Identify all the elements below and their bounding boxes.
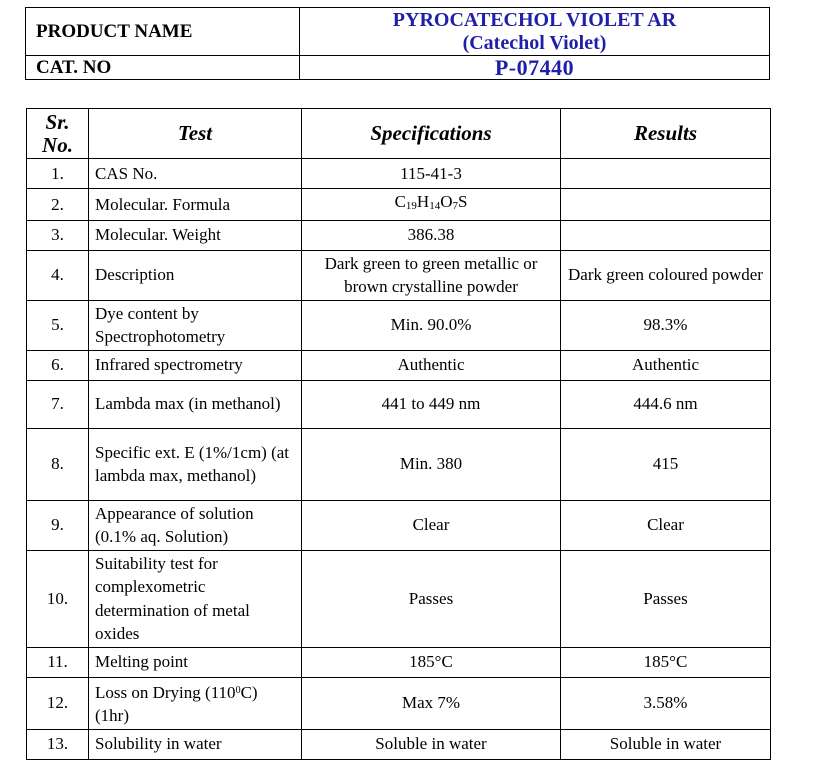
row-result: 185°C: [561, 647, 771, 677]
product-name-label: PRODUCT NAME: [26, 8, 300, 56]
cat-no-value: P-07440: [300, 56, 770, 80]
row-test: Dye content by Spectrophotometry: [89, 300, 302, 350]
row-result: [561, 159, 771, 189]
formula-subscript: 14: [429, 200, 441, 212]
row-test: Solubility in water: [89, 729, 302, 759]
formula-element: H: [416, 192, 430, 211]
row-test: Molecular. Weight: [89, 220, 302, 250]
table-row: [27, 380, 771, 428]
row-result: 415: [561, 428, 771, 500]
row-specification: 185°C: [302, 647, 561, 677]
row-result: Authentic: [561, 350, 771, 380]
product-name-value: [300, 8, 770, 56]
row-result: Soluble in water: [561, 729, 771, 759]
product-name-line2: (Catechol Violet): [462, 31, 607, 54]
header-test: Test: [89, 109, 302, 159]
table-row: [27, 428, 771, 500]
table-row: [27, 300, 771, 350]
row-test: Infrared spectrometry: [89, 350, 302, 380]
row-test: Appearance of solution (0.1% aq. Solution): [89, 500, 302, 550]
row-number: 13.: [27, 729, 89, 759]
row-result: Passes: [561, 550, 771, 647]
row-specification: Passes: [302, 550, 561, 647]
row-number: 1.: [27, 159, 89, 189]
header-specifications: Specifications: [302, 109, 561, 159]
row-number: 9.: [27, 500, 89, 550]
row-specification: Max 7%: [302, 677, 561, 729]
formula-element: C: [394, 192, 406, 211]
row-number: 10.: [27, 550, 89, 647]
row-specification: 441 to 449 nm: [302, 380, 561, 428]
row-result: 3.58%: [561, 677, 771, 729]
row-test: Lambda max (in methanol): [89, 380, 302, 428]
test-superscript: 0: [235, 684, 241, 696]
row-specification: Min. 380: [302, 428, 561, 500]
row-number: 5.: [27, 300, 89, 350]
table-row: [27, 159, 771, 189]
row-test: Specific ext. E (1%/1cm) (at lambda max, methanol): [89, 428, 302, 500]
row-test: Molecular. Formula: [89, 189, 302, 221]
header-sr-line2: No.: [42, 132, 73, 157]
row-number: 4.: [27, 250, 89, 300]
test-text: C) (1hr): [95, 682, 258, 725]
test-text: Loss on Drying (110: [95, 682, 236, 702]
row-number: 2.: [27, 189, 89, 221]
row-number: 11.: [27, 647, 89, 677]
row-number: 8.: [27, 428, 89, 500]
table-row: [27, 550, 771, 647]
row-specification: 386.38: [302, 220, 561, 250]
row-test: CAS No.: [89, 159, 302, 189]
table-row: [27, 647, 771, 677]
row-result: [561, 189, 771, 221]
formula-element: S: [457, 192, 468, 211]
table-row: [27, 729, 771, 759]
formula-element: O: [440, 192, 453, 211]
row-result: Clear: [561, 500, 771, 550]
row-result: 444.6 nm: [561, 380, 771, 428]
row-specification: [302, 189, 561, 221]
row-number: 12.: [27, 677, 89, 729]
row-result: [561, 220, 771, 250]
product-name-row: [26, 8, 770, 56]
table-row: [27, 250, 771, 300]
row-test: Description: [89, 250, 302, 300]
table-row: [27, 350, 771, 380]
row-specification: Soluble in water: [302, 729, 561, 759]
row-test: Suitability test for complexometric determination of metal oxides: [89, 550, 302, 647]
table-row: [27, 189, 771, 221]
row-number: 6.: [27, 350, 89, 380]
cat-no-label: CAT. NO: [26, 56, 300, 80]
table-row: [27, 220, 771, 250]
row-test: [89, 677, 302, 729]
row-number: 3.: [27, 220, 89, 250]
header-sr-no: [27, 109, 89, 159]
table-row: [27, 677, 771, 729]
product-name-line1: PYROCATECHOL VIOLET AR: [392, 8, 677, 31]
row-specification: Authentic: [302, 350, 561, 380]
formula-subscript: 19: [405, 200, 417, 212]
header-results: Results: [561, 109, 771, 159]
table-row: [27, 500, 771, 550]
row-result: 98.3%: [561, 300, 771, 350]
row-result: Dark green coloured powder: [561, 250, 771, 300]
cat-no-row: [26, 56, 770, 80]
row-specification: Min. 90.0%: [302, 300, 561, 350]
row-specification: Clear: [302, 500, 561, 550]
row-number: 7.: [27, 380, 89, 428]
row-specification: 115-41-3: [302, 159, 561, 189]
row-specification: Dark green to green metallic or brown crystalline powder: [302, 250, 561, 300]
row-test: Melting point: [89, 647, 302, 677]
product-header-table: [25, 7, 770, 80]
formula-subscript: 7: [452, 200, 458, 212]
specification-table: [26, 108, 771, 760]
table-header-row: [27, 109, 771, 159]
header-sr-line1: Sr.: [45, 109, 70, 134]
